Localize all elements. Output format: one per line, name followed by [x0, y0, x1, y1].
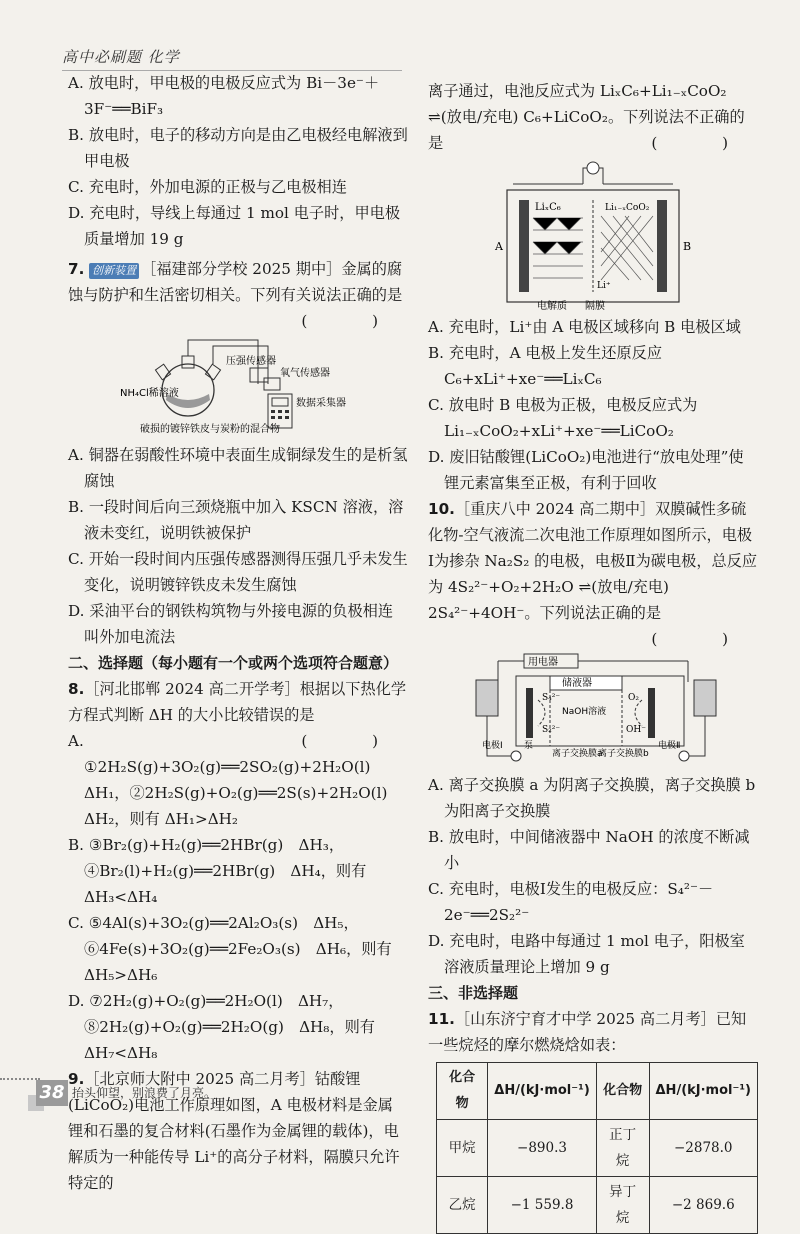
q9-option-d: D. 废旧钴酸锂(LiCoO₂)电池进行“放电处理”使锂元素富集至正极，有利于回收: [428, 448, 744, 492]
q9-stem: ［北京师大附中 2025 高二月考］钴酸锂(LiCoO₂)电池工作原理如图，A 电极材料是金属锂和石墨的复合材料(石墨作为金属锂的载体)，电解质为一种能传导 Li⁺的高分子材料，隔膜只允许特定的: [68, 1070, 400, 1192]
electrode-a-label: A: [495, 240, 503, 253]
table-cell: 异丁烷: [596, 1177, 649, 1234]
s4-ion-label: S₄²⁻: [542, 693, 561, 703]
q8-stem: ［河北邯郸 2024 高二开学考］根据以下热化学方程式判断 ΔH 的大小比较错误的是: [68, 680, 407, 724]
table-header-row: [437, 1063, 758, 1120]
q9-number: 9.: [68, 1070, 85, 1088]
q8-option-a: A. ①2H₂S(g)+3O₂(g)══2SO₂(g)+2H₂O(l) ΔH₁，②2H₂S(g)+O₂(g)══2S(s)+2H₂O(l) ΔH₂，则有 ΔH₁>ΔH₂: [68, 732, 403, 828]
q7-option-d: D. 采油平台的钢铁构筑物与外接电源的负极相连叫外加电流法: [68, 602, 394, 646]
table-cell: −2878.0: [649, 1120, 758, 1177]
membrane-a-label: 离子交换膜a: [552, 749, 603, 759]
q11-stem-block: [428, 1006, 758, 1058]
section-3-heading: 三、非选择题: [428, 984, 519, 1002]
q8-number: 8.: [68, 680, 85, 698]
q7-option-a: A. 铜器在弱酸性环境中表面生成铜绿发生的是析氢腐蚀: [68, 446, 408, 490]
electrode-1-label: 电极Ⅰ: [482, 741, 503, 751]
q8-option-d: D. ⑦2H₂(g)+O₂(g)══2H₂O(l) ΔH₇，⑧2H₂(g)+O₂(g)══2H₂O(g) ΔH₈，则有 ΔH₇<ΔH₈: [68, 992, 375, 1062]
table-cell: 正丁烷: [596, 1120, 649, 1177]
data-collector-label: 数据采集器: [296, 398, 346, 409]
nh4cl-label: NH₄Cl稀溶液: [120, 388, 179, 399]
q10-number: 10.: [428, 500, 455, 518]
footer-dotted-line: [0, 1078, 40, 1080]
q6-option-a: A. 放电时，甲电极的电极反应式为 Bi－3e⁻＋3F⁻══BiF₃: [68, 74, 380, 118]
pump-label: 泵: [524, 741, 534, 751]
electrode-2-label: 电极Ⅱ: [658, 741, 681, 751]
table-header: 化合物: [596, 1063, 649, 1120]
page-header: 高中必刷题 化学: [62, 48, 180, 66]
q11-number: 11.: [428, 1010, 455, 1028]
q7-option-b: B. 一段时间后向三颈烧瓶中加入 KSCN 溶液，溶液未变红，说明铁被保护: [68, 498, 404, 542]
li1-xcoo2-label: Li₁₋ₓCoO₂: [605, 203, 650, 213]
q10-answer-blank: ( ): [651, 630, 758, 648]
q10-stem: ［重庆八中 2024 高二期中］双膜碱性多硫化物-空气液流二次电池工作原理如图所示，电极Ⅰ为掺杂 Na₂S₂ 的电极，电极Ⅱ为碳电极，总反应为 4S₂²⁻+O₂+2H₂O ⇌(放电/充电) 2S₄²⁻+4OH⁻。下列说法正确的是: [428, 500, 758, 622]
q9-answer-blank: ( ): [651, 134, 758, 152]
left-column: [68, 70, 408, 1196]
q8-option-c: C. ⑤4Al(s)+3O₂(g)══2Al₂O₃(s) ΔH₅，⑥4Fe(s)+3O₂(g)══2Fe₂O₃(s) ΔH₆，则有 ΔH₅>ΔH₆: [68, 914, 392, 984]
q10-option-b: B. 放电时，中间储液器中 NaOH 的浓度不断减小: [428, 828, 750, 872]
table-row: [437, 1120, 758, 1177]
q8-option-b: B. ③Br₂(g)+H₂(g)══2HBr(g) ΔH₃，④Br₂(l)+H₂(g)══2HBr(g) ΔH₄，则有 ΔH₃<ΔH₄: [68, 836, 367, 906]
lixc6-label: LiₓC₆: [535, 202, 561, 213]
innovation-badge: 创新装置: [89, 263, 139, 279]
s2-ion-label: S₂²⁻: [542, 725, 561, 735]
q10-option-a: A. 离子交换膜 a 为阴离子交换膜，离子交换膜 b 为阳离子交换膜: [428, 776, 756, 820]
table-row: [437, 1177, 758, 1234]
combustion-enthalpy-table: [436, 1062, 758, 1234]
pressure-sensor-label: 压强传感器: [226, 356, 276, 367]
q11-stem: ［山东济宁育才中学 2025 高二月考］已知一些烷烃的摩尔燃烧焓如表：: [428, 1010, 747, 1054]
load-label: 用电器: [528, 657, 558, 668]
q7-option-c: C. 开始一段时间内压强传感器测得压强几乎未发生变化，说明镀锌铁皮未发生腐蚀: [68, 550, 408, 594]
table-cell: −2 869.6: [649, 1177, 758, 1234]
q6-option-c: C. 充电时，外加电源的正极与乙电极相连: [68, 178, 347, 196]
table-header: ΔH/(kJ·mol⁻¹): [649, 1063, 758, 1120]
q10-option-d: D. 充电时，电路中每通过 1 mol 电子，阳极室溶液质量理论上增加 9 g: [428, 932, 745, 976]
q9-option-a: A. 充电时，Li⁺由 A 电极区域移向 B 电极区域: [428, 318, 741, 336]
q6-option-b: B. 放电时，电子的移动方向是由乙电极经电解液到甲电极: [68, 126, 408, 170]
table-cell: −890.3: [488, 1120, 596, 1177]
q9-option-b: B. 充电时，A 电极上发生还原反应 C₆+xLi⁺+xe⁻══LiₓC₆: [428, 344, 663, 388]
o2-label: O₂: [628, 693, 639, 703]
separator-label: 隔膜: [585, 301, 605, 310]
table-cell: 甲烷: [437, 1120, 488, 1177]
q7-answer-blank: ( ): [301, 312, 408, 330]
q8-answer-blank: ( ): [301, 732, 408, 750]
q10-option-c: C. 充电时，电极Ⅰ发生的电极反应：S₄²⁻－2e⁻══2S₂²⁻: [428, 880, 714, 924]
membrane-b-label: 离子交换膜b: [598, 749, 649, 759]
table-cell: 乙烷: [437, 1177, 488, 1234]
q9-battery-figure: [493, 160, 693, 310]
q6-option-d: D. 充电时，导线上每通过 1 mol 电子时，甲电极质量增加 19 g: [68, 204, 401, 248]
section-2-heading: 二、选择题（每小题有一个或两个选项符合题意）: [68, 654, 399, 672]
reservoir-label: 储液器: [562, 678, 592, 689]
table-cell: −1 559.8: [488, 1177, 596, 1234]
q7-apparatus-figure: [118, 334, 358, 438]
li-ion-label: Li⁺: [597, 281, 611, 291]
q7-stem: ［福建部分学校 2025 期中］金属的腐蚀与防护和生活密切相关。下列有关说法正确的是: [68, 260, 403, 304]
naoh-solution-label: NaOH溶液: [562, 707, 607, 717]
q9-stem-continued: 离子通过，电池反应式为 LiₓC₆+Li₁₋ₓCoO₂ ⇌(放电/充电) C₆+LiCoO₂。下列说法不正确的是: [428, 82, 745, 152]
oxygen-sensor-label: 氧气传感器: [280, 368, 330, 379]
q7-stem-block: [68, 256, 408, 330]
q8-stem-block: [68, 676, 408, 750]
q10-stem-block: [428, 496, 758, 648]
page-number: 38: [36, 1080, 68, 1106]
mixture-label: 破损的镀锌铁皮与炭粉的混合物: [140, 424, 280, 435]
table-header: 化合物: [437, 1063, 488, 1120]
q10-flow-battery-figure: [458, 652, 728, 768]
q7-number: 7.: [68, 260, 85, 278]
footer-motto: 抬头仰望，别浪费了月亮。: [72, 1086, 217, 1100]
electrode-b-label: B: [683, 240, 692, 253]
electrolyte-label: 电解质: [537, 301, 567, 310]
right-column: [428, 78, 758, 1234]
q9-stem-continued-block: [428, 78, 758, 156]
table-header: ΔH/(kJ·mol⁻¹): [488, 1063, 596, 1120]
q9-option-c: C. 放电时 B 电极为正极，电极反应式为 Li₁₋ₓCoO₂+xLi⁺+xe⁻══LiCoO₂: [428, 396, 698, 440]
oh-ion-label: OH⁻: [626, 725, 646, 735]
